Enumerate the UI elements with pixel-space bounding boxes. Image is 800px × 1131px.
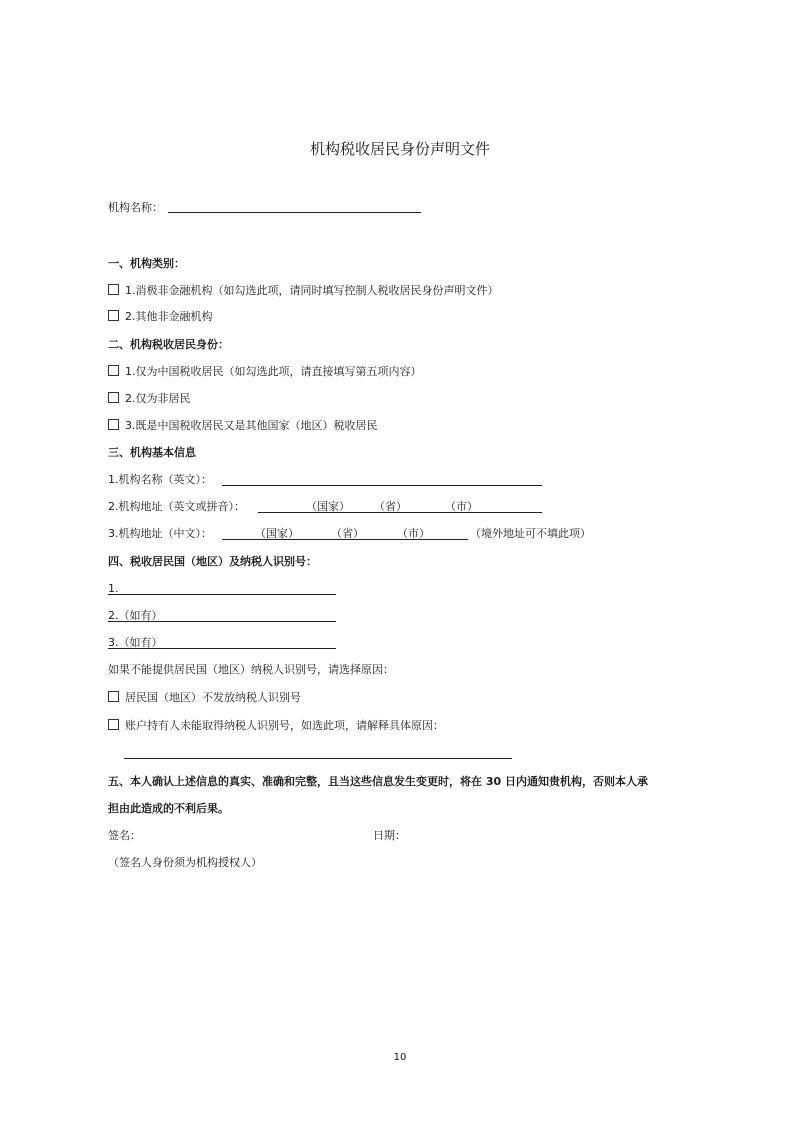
checkbox[interactable]: [108, 284, 119, 295]
category-option-1[interactable]: 1.消极非金融机构（如勾选此项，请同时填写控制人税收居民身份声明文件）: [108, 283, 499, 299]
residency-option-1[interactable]: 1.仅为中国税收居民（如勾选此项，请直接填写第五项内容）: [108, 364, 422, 380]
tin-item-1-field[interactable]: [108, 594, 336, 595]
section2-heading: 二、机构税收居民身份：: [108, 338, 229, 351]
addr-en-city: （市）: [445, 500, 478, 513]
section3-heading: 三、机构基本信息: [108, 446, 196, 459]
reason-prompt: 如果不能提供居民国（地区）纳税人识别号，请选择原因：: [108, 663, 394, 676]
addr-cn-label: 3.机构地址（中文）：: [108, 527, 212, 540]
signature-label: 签名：: [108, 829, 141, 842]
checkbox[interactable]: [108, 691, 119, 702]
name-en-label: 1.机构名称（英文）：: [108, 473, 212, 486]
signature-note: （签名人身份须为机构授权人）: [108, 856, 262, 869]
declaration-line-2: 担由此造成的不利后果。: [108, 802, 229, 815]
tin-item-2-field[interactable]: [108, 621, 336, 622]
checkbox[interactable]: [108, 719, 119, 730]
org-name-row: [108, 200, 163, 216]
tin-item-1-label: 1.: [108, 582, 119, 595]
declaration-line-1: 五、本人确认上述信息的真实、准确和完整，且当这些信息发生变更时，将在 30 日内通知贵机构，否则本人承: [108, 775, 648, 788]
residency-option-3[interactable]: 3.既是中国税收居民又是其他国家（地区）税收居民: [108, 418, 378, 434]
tin-item-3-field[interactable]: [108, 648, 336, 649]
addr-en-province: （省）: [374, 500, 407, 513]
checkbox[interactable]: [108, 365, 119, 376]
checkbox[interactable]: [108, 419, 119, 430]
org-name-label: 机构名称：: [108, 201, 163, 214]
org-name-field[interactable]: [168, 212, 421, 213]
section4-heading: 四、税收居民国（地区）及纳税人识别号：: [108, 555, 317, 568]
addr-en-country: （国家）: [306, 500, 350, 513]
addr-cn-province: （省）: [331, 527, 364, 540]
reason-option-1[interactable]: 居民国（地区）不发放纳税人识别号: [108, 690, 301, 706]
addr-en-label: 2.机构地址（英文或拼音）：: [108, 500, 245, 513]
checkbox[interactable]: [108, 310, 119, 321]
reason-option-2[interactable]: 账户持有人未能取得纳税人识别号，如选此项，请解释具体原因：: [108, 718, 444, 734]
residency-option-2[interactable]: 2.仅为非居民: [108, 391, 191, 407]
date-label: 日期：: [373, 829, 406, 842]
reason-explanation-field[interactable]: [124, 758, 512, 759]
page-number: 10: [393, 1052, 407, 1063]
category-option-2[interactable]: 2.其他非金融机构: [108, 309, 213, 325]
addr-cn-note: （境外地址可不填此项）: [470, 527, 591, 540]
section1-heading: 一、机构类别：: [108, 257, 185, 270]
tin-item-3-label: 3.（如有）: [108, 636, 163, 649]
addr-cn-city: （市）: [397, 527, 430, 540]
addr-cn-country: （国家）: [255, 527, 299, 540]
name-en-field[interactable]: [222, 485, 542, 486]
checkbox[interactable]: [108, 392, 119, 403]
tin-item-2-label: 2.（如有）: [108, 609, 163, 622]
page-title: 机构税收居民身份声明文件: [309, 140, 490, 158]
